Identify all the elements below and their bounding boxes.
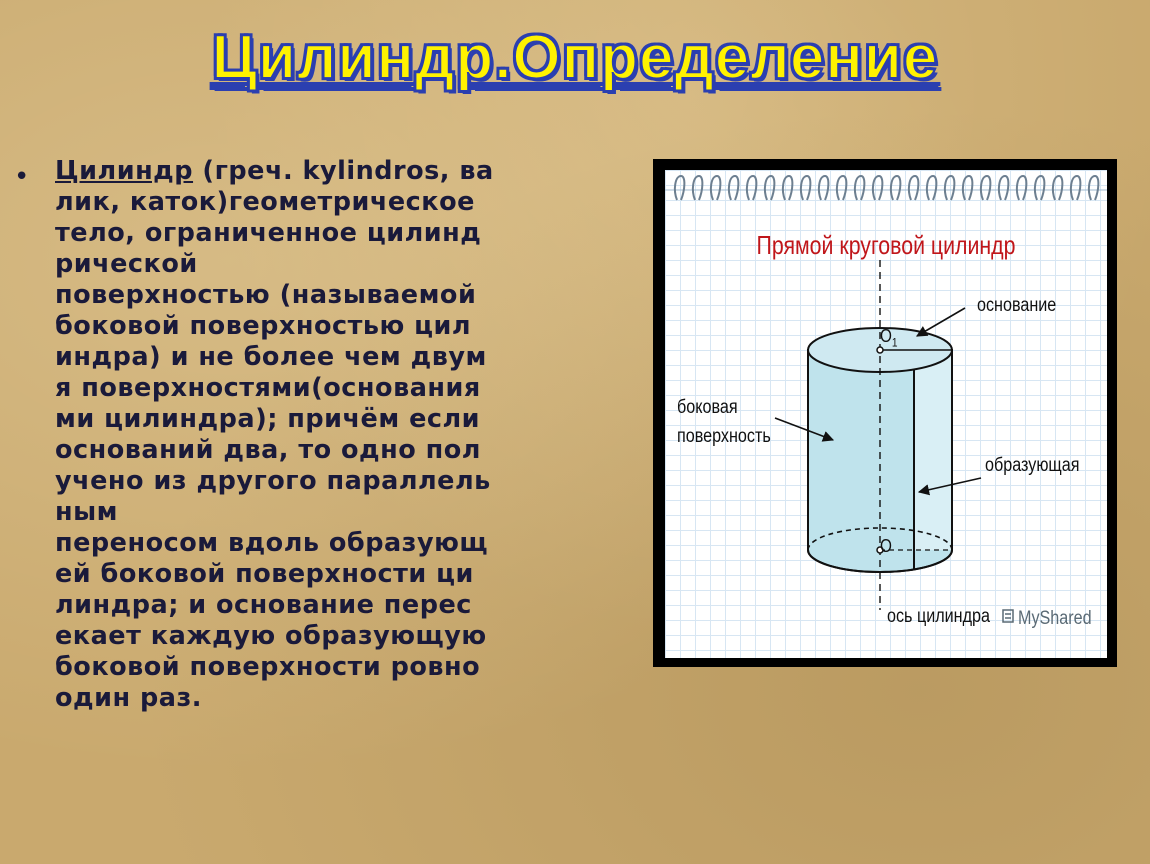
definition-text — [55, 156, 575, 714]
figure-notebook-page — [665, 170, 1107, 658]
definition-line: я поверхностями(основания — [55, 373, 481, 403]
definition-line: боковой поверхностью цил — [55, 311, 472, 341]
term-cylinder: Цилиндр — [55, 156, 194, 186]
watermark-text: MyShared — [1018, 608, 1092, 629]
watermark-icon — [1003, 610, 1013, 622]
definition-line: ми цилиндра); причём если — [55, 404, 481, 434]
label-lateral-line-2: поверхность — [677, 426, 771, 447]
label-lateral-line-1: боковая — [677, 397, 738, 418]
label-point-bottom: O — [880, 536, 892, 556]
cylinder-highlight — [913, 352, 951, 550]
definition-line: учено из другого параллель — [55, 466, 491, 496]
definition-line: боковой поверхности ровно — [55, 652, 481, 682]
label-point-top: $O_1$ — [880, 326, 898, 350]
definition-line: поверхностью (называемой — [55, 280, 477, 310]
definition-line: индра) и не более чем двум — [55, 342, 487, 372]
definition-line: переносом вдоль образующ — [55, 528, 489, 558]
definition-line: тело, ограниченное цилинд — [55, 218, 482, 248]
bullet-marker: • — [14, 162, 30, 192]
definition-line: рической — [55, 249, 198, 279]
definition-line-1: Цилиндр (греч. kylindros, ва — [55, 156, 494, 186]
definition-line: екает каждую образующую — [55, 621, 487, 651]
definition-line: ным — [55, 497, 119, 527]
definition-line: ей боковой поверхности ци — [55, 559, 474, 589]
slide-title: Цилиндр.Определение — [211, 23, 939, 92]
label-axis: ось цилиндра — [887, 606, 990, 627]
label-base: основание — [977, 295, 1057, 316]
definition-line: оснований два, то одно пол — [55, 435, 481, 465]
definition-line: линдра; и основание перес — [55, 590, 472, 620]
label-generator: образующая — [985, 455, 1080, 476]
definition-line: один раз. — [55, 683, 202, 713]
figure-title: Прямой круговой цилиндр — [756, 230, 1016, 260]
definition-line: лик, каток)геометрическое — [55, 187, 475, 217]
